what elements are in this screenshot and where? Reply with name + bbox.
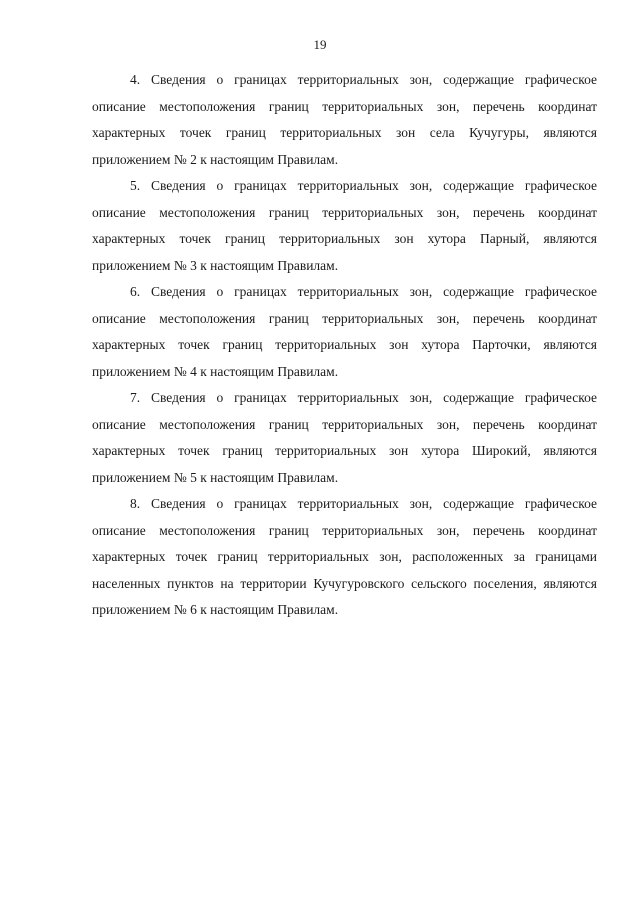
page-number: 19: [313, 37, 327, 52]
paragraph-6: 6. Сведения о границах территориальных зон, содержащие графическое описание местоположения границ территориальных зон, перечень координат характерных точек границ территориальных зон хутора Парточки, являются приложением № 4 к настоящим Правилам.: [92, 284, 597, 379]
paragraph-4: 4. Сведения о границах территориальных зон, содержащие графическое описание местоположения границ территориальных зон, перечень координат характерных точек границ территориальных зон села Кучугуры, являются приложением № 2 к настоящим Правилам.: [92, 72, 597, 167]
paragraph-7: 7. Сведения о границах территориальных зон, содержащие графическое описание местоположения границ территориальных зон, перечень координат характерных точек границ территориальных зон хутора Широкий, являются приложением № 5 к настоящим Правилам.: [92, 390, 597, 485]
paragraph-8: 8. Сведения о границах территориальных зон, содержащие графическое описание местоположения границ территориальных зон, перечень координат характерных точек границ территориальных зон, расположенных за границами населенных пунктов на территории Кучугуровского сельского поселения, являются приложением № 6 к настоящим Правилам.: [92, 496, 597, 617]
document-body: [92, 67, 597, 624]
paragraph-5: 5. Сведения о границах территориальных зон, содержащие графическое описание местоположения границ территориальных зон, перечень координат характерных точек границ территориальных зон хутора Парный, являются приложением № 3 к настоящим Правилам.: [92, 178, 597, 273]
